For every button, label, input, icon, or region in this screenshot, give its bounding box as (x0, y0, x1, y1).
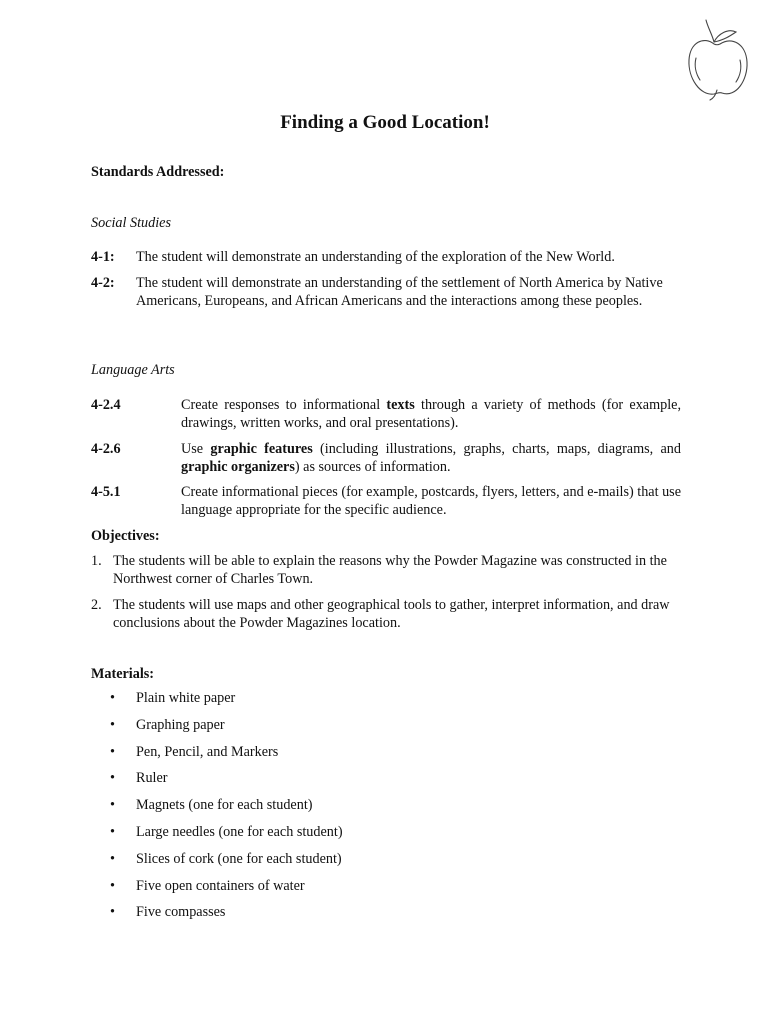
bullet: • (110, 690, 115, 706)
materials-list (110, 689, 343, 930)
list-item: • Slices of cork (one for each student) (110, 850, 342, 867)
standard-code: 4-5.1 (91, 484, 121, 500)
language-arts-label: Language Arts (91, 362, 175, 378)
list-item: • Magnets (one for each student) (110, 797, 313, 814)
social-studies-label: Social Studies (91, 215, 171, 231)
objectives-heading: Objectives: (91, 528, 160, 544)
list-item: • Ruler (110, 770, 168, 787)
standard-code: 4-2.4 (91, 397, 121, 413)
list-item: • Five open containers of water (110, 877, 305, 894)
list-item: • Pen, Pencil, and Markers (110, 743, 279, 760)
standard-code: 4-2.6 (91, 441, 121, 457)
list-item: • Graphing paper (110, 716, 225, 733)
bullet: • (110, 770, 115, 787)
standard-text: Create informational pieces (for example, postcards, flyers, letters, and e-mails) that use language appropriate for the specific audience. (181, 484, 681, 518)
standards-heading: Standards Addressed: (91, 164, 225, 180)
objective-text: The students will use maps and other geographical tools to gather, interpret information, and draw conclusions about the Powder Magazines location. (113, 597, 670, 631)
bullet: • (110, 877, 115, 894)
list-item: • Five compasses (110, 904, 226, 921)
standard-code: 4-2: (91, 275, 115, 291)
list-item: • Plain white paper (110, 690, 236, 706)
apple-icon (684, 14, 752, 104)
standard-text: Use graphic features (including illustrations, graphs, charts, maps, diagrams, and graphic organizers) as sources of information. (181, 441, 681, 475)
objective-number: 2. (91, 597, 102, 613)
bullet: • (110, 850, 115, 867)
bullet: • (110, 797, 115, 814)
page-title: Finding a Good Location! (280, 112, 490, 133)
standard-code: 4-1: (91, 249, 115, 265)
bullet: • (110, 716, 115, 733)
standard-text: Create responses to informational texts through a variety of methods (for example, drawings, written works, and oral presentations). (181, 397, 681, 431)
objective-number: 1. (91, 553, 102, 569)
objective-text: The students will be able to explain the reasons why the Powder Magazine was constructed in the Northwest corner of Charles Town. (113, 553, 667, 587)
standard-text: The student will demonstrate an understanding of the settlement of North America by Native Americans, Europeans, and African Americans and the interactions among these peoples. (136, 275, 663, 309)
standard-text: The student will demonstrate an understanding of the exploration of the New World. (136, 249, 615, 265)
bullet: • (110, 743, 115, 760)
list-item: • Large needles (one for each student) (110, 823, 343, 840)
materials-heading: Materials: (91, 666, 155, 682)
bullet: • (110, 823, 115, 840)
bullet: • (110, 904, 115, 921)
